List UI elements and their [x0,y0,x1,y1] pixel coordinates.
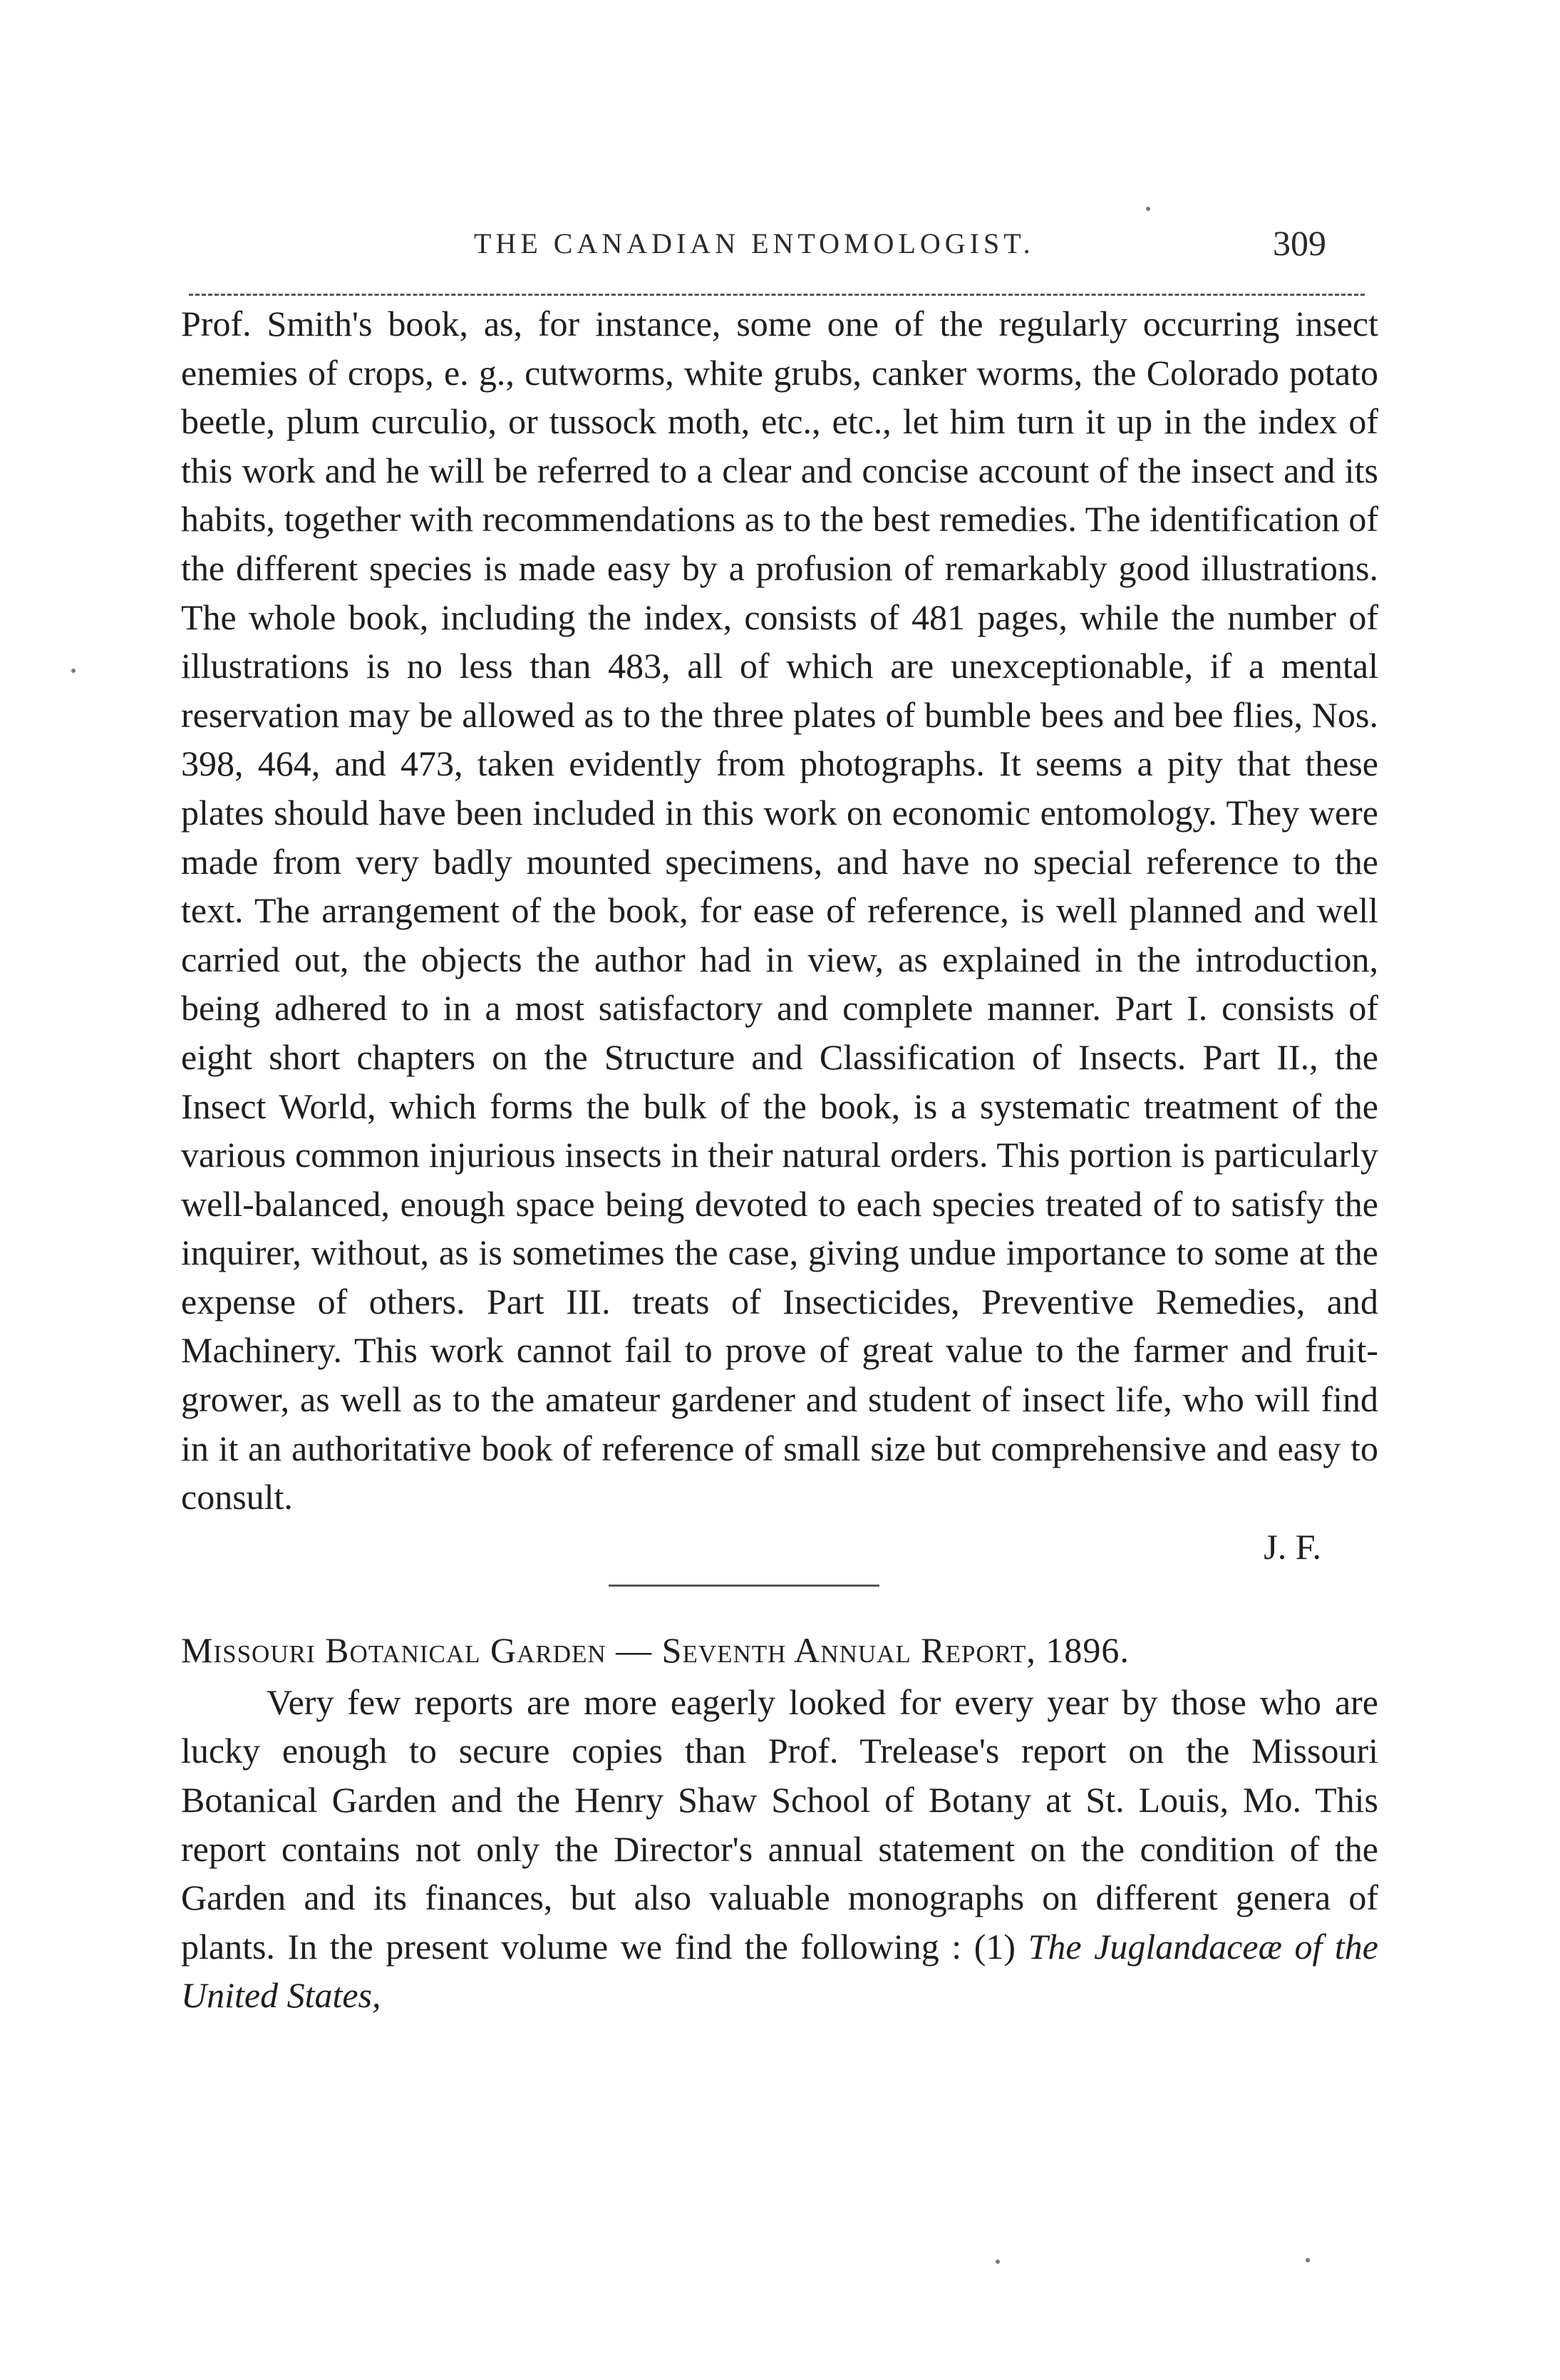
report-paragraph-text: Very few reports are more eagerly looked for every year by those who are lucky enough to secure copies than Prof. Trelease's report on the Missouri Botanical Garden and the Henry Shaw School of Botany at St. Louis, Mo. This report contains not only the Director's annual statement on the condition of the Garden and its finances, but also valuable monographs on different genera of plants. In the present volume we find the following : (1) [181,1681,1378,1967]
journal-title: THE CANADIAN ENTOMOLOGIST. [474,227,1035,259]
running-head [0,223,1560,269]
section-heading: Missouri Botanical Garden — Seventh Annual Report, 1896. [181,1629,1130,1670]
header-rule [189,294,1365,296]
page-number: 309 [1273,223,1326,263]
paper-speck [71,669,76,673]
reviewer-signature: J. F. [1264,1526,1321,1567]
paper-speck [996,2260,1000,2264]
review-paragraph: Prof. Smith's book, as, for instance, some one of the regularly occurring insect enemies of crops, e. g., cutworms, white grubs, canker worms, the Colorado potato beetle, plum curculio, or tussock moth, etc., etc., let him turn it up in the index of this work and he will be referred to a clear and concise account of the insect and its habits, together with recommendations as to the best remedies. The identification of the different species is made easy by a profusion of remarkably good illustrations. The whole book, including the index, consists of 481 pages, while the number of illustrations is no less than 483, all of which are unexceptionable, if a mental reservation may be allowed as to the three plates of bumble bees and bee flies, Nos. 398, 464, and 473, taken evidently from photographs. It seems a pity that these plates should have been included in this work on economic entomology. They were made from very badly mounted specimens, and have no special reference to the text. The arrangement of the book, for ease of reference, is well planned and well carried out, the objects the author had in view, as explained in the introduction, being adhered to in a most satisfactory and complete manner. Part I. consists of eight short chapters on the Structure and Classification of Insects. Part II., the Insect World, which forms the bulk of the book, is a systematic treatment of the various common injurious insects in their natural orders. This portion is particularly well-balanced, enough space being devoted to each species treated of to satisfy the inquirer, without, as is sometimes the case, giving undue importance to some at the expense of others. Part III. treats of Insecticides, Preventive Remedies, and Machinery. This work cannot fail to prove of great value to the farmer and fruit-grower, as well as to the amateur gardener and student of insect life, who will find in it an authoritative book of reference of small size but comprehensive and easy to consult. [181,304,1378,1518]
paper-speck [1306,2258,1310,2262]
report-paragraph [181,1678,1378,2020]
book-title: The Juglandaceæ of the United States, [181,1926,1379,2016]
section-divider [609,1585,879,1587]
paper-speck [1146,207,1150,211]
text-column [181,299,1378,2020]
